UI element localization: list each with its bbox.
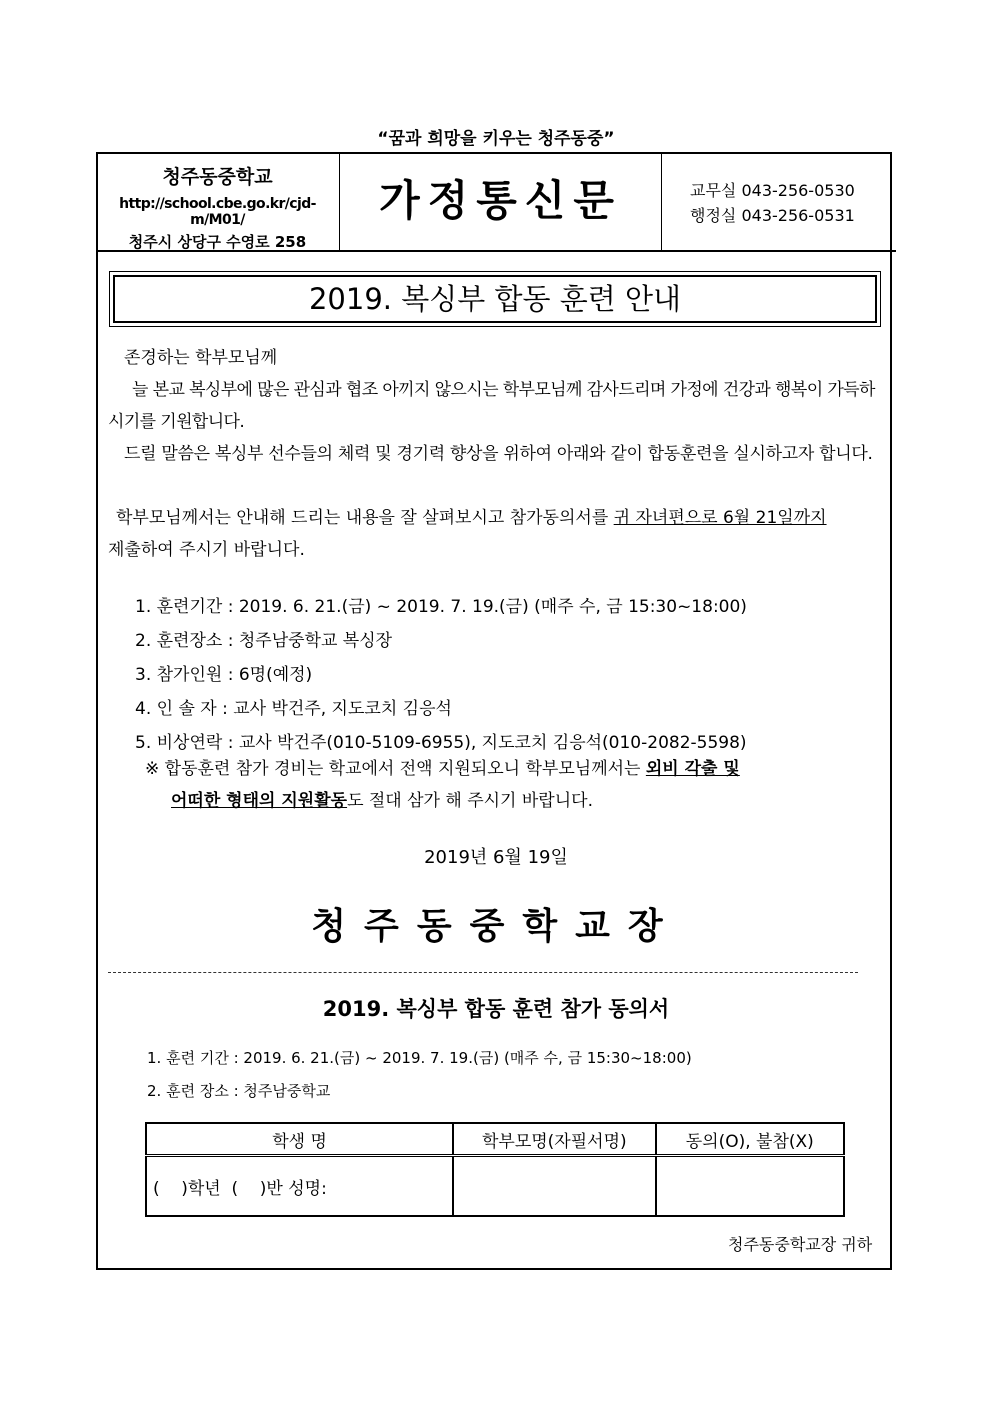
contact-phones: [690, 178, 855, 228]
school-motto: “꿈과 희망을 키우는 청주동중”: [377, 129, 615, 149]
column-header-student: 학생 명: [146, 1123, 453, 1156]
consent-form-table: [145, 1122, 845, 1217]
school-name: 청주동중학교: [162, 166, 273, 188]
detail-item: 1. 훈련기간 : 2019. 6. 21.(금) ~ 2019. 7. 19.(금) (매주 수, 금 15:30~18:00): [135, 597, 747, 617]
note-emphasis-1: 외비 각출 및: [645, 759, 740, 779]
detail-item: 3. 참가인원 : 6명(예정): [135, 665, 313, 685]
addressee: 청주동중학교장 귀하: [728, 1235, 873, 1254]
submission-deadline: 귀 자녀편으로 6월 21일까지: [613, 508, 827, 528]
table-row: [146, 1156, 844, 1217]
parent-signature-field[interactable]: [453, 1156, 655, 1217]
paragraph-2: 드릴 말씀은 복싱부 선수들의 체력 및 경기력 향상을 위하여 아래와 같이 합동훈련을 실시하고자 합니다.: [124, 444, 873, 464]
student-name-field[interactable]: ( )학년 ( )반 성명:: [146, 1156, 453, 1217]
paragraph-3-end: 제출하여 주시기 바랍니다.: [108, 540, 305, 560]
paragraph-3: [108, 502, 886, 566]
detail-item: 2. 훈련장소 : 청주남중학교 복싱장: [135, 631, 393, 651]
note-text: ※ 합동훈련 참가 경비는 학교에서 전액 지원되오니 학부모님께서는: [145, 759, 646, 779]
cut-line: [108, 972, 858, 973]
note-emphasis-2: 어떠한 형태의 지원활동: [171, 791, 348, 811]
detail-item: 5. 비상연락 : 교사 박건주(010-5109-6955), 지도코치 김응석(010-2082-5598): [135, 733, 747, 753]
detail-item: 4. 인 솔 자 : 교사 박건주, 지도코치 김응석: [135, 699, 452, 719]
cost-note: [145, 753, 740, 817]
phone-teachers-office: 교무실 043-256-0530: [690, 181, 855, 200]
column-header-agree: 동의(O), 불참(X): [656, 1123, 844, 1156]
consent-period: 1. 훈련 기간 : 2019. 6. 21.(금) ~ 2019. 7. 19.(금) (매주 수, 금 15:30~18:00): [147, 1049, 692, 1067]
agree-field[interactable]: [656, 1156, 844, 1217]
paragraph-3-text: 학부모님께서는 안내해 드리는 내용을 잘 살펴보시고 참가동의서를: [116, 508, 614, 528]
issue-date: 2019년 6월 19일: [424, 847, 568, 868]
consent-title: 2019. 복싱부 합동 훈련 참가 동의서: [322, 997, 670, 1021]
note-text-end: 도 절대 삼가 해 주시기 바랍니다.: [347, 791, 593, 811]
principal-signature: 청주동중학교장: [311, 906, 681, 947]
school-address: 청주시 상당구 수영로 258: [128, 233, 307, 251]
school-info-box: [96, 152, 340, 250]
paragraph-1: 늘 본교 복싱부에 많은 관심과 협조 아끼지 않으시는 학부모님께 감사드리며 가정에 건강과 행복이 가득하시기를 기원합니다.: [108, 380, 875, 432]
greeting: 존경하는 학부모님께: [124, 348, 278, 368]
phone-admin-office: 행정실 043-256-0531: [690, 206, 855, 225]
consent-place: 2. 훈련 장소 : 청주남중학교: [147, 1082, 331, 1100]
school-url: http://school.cbe.go.kr/cjd-m/M01/: [119, 196, 316, 228]
consent-details: [147, 1042, 692, 1108]
notice-title-box: [109, 271, 881, 327]
column-header-parent: 학부모명(자필서명): [453, 1123, 655, 1156]
newsletter-title: 가정통신문: [340, 152, 662, 250]
notice-title: 2019. 복싱부 합동 훈련 안내: [113, 275, 877, 323]
training-details: [135, 590, 747, 760]
